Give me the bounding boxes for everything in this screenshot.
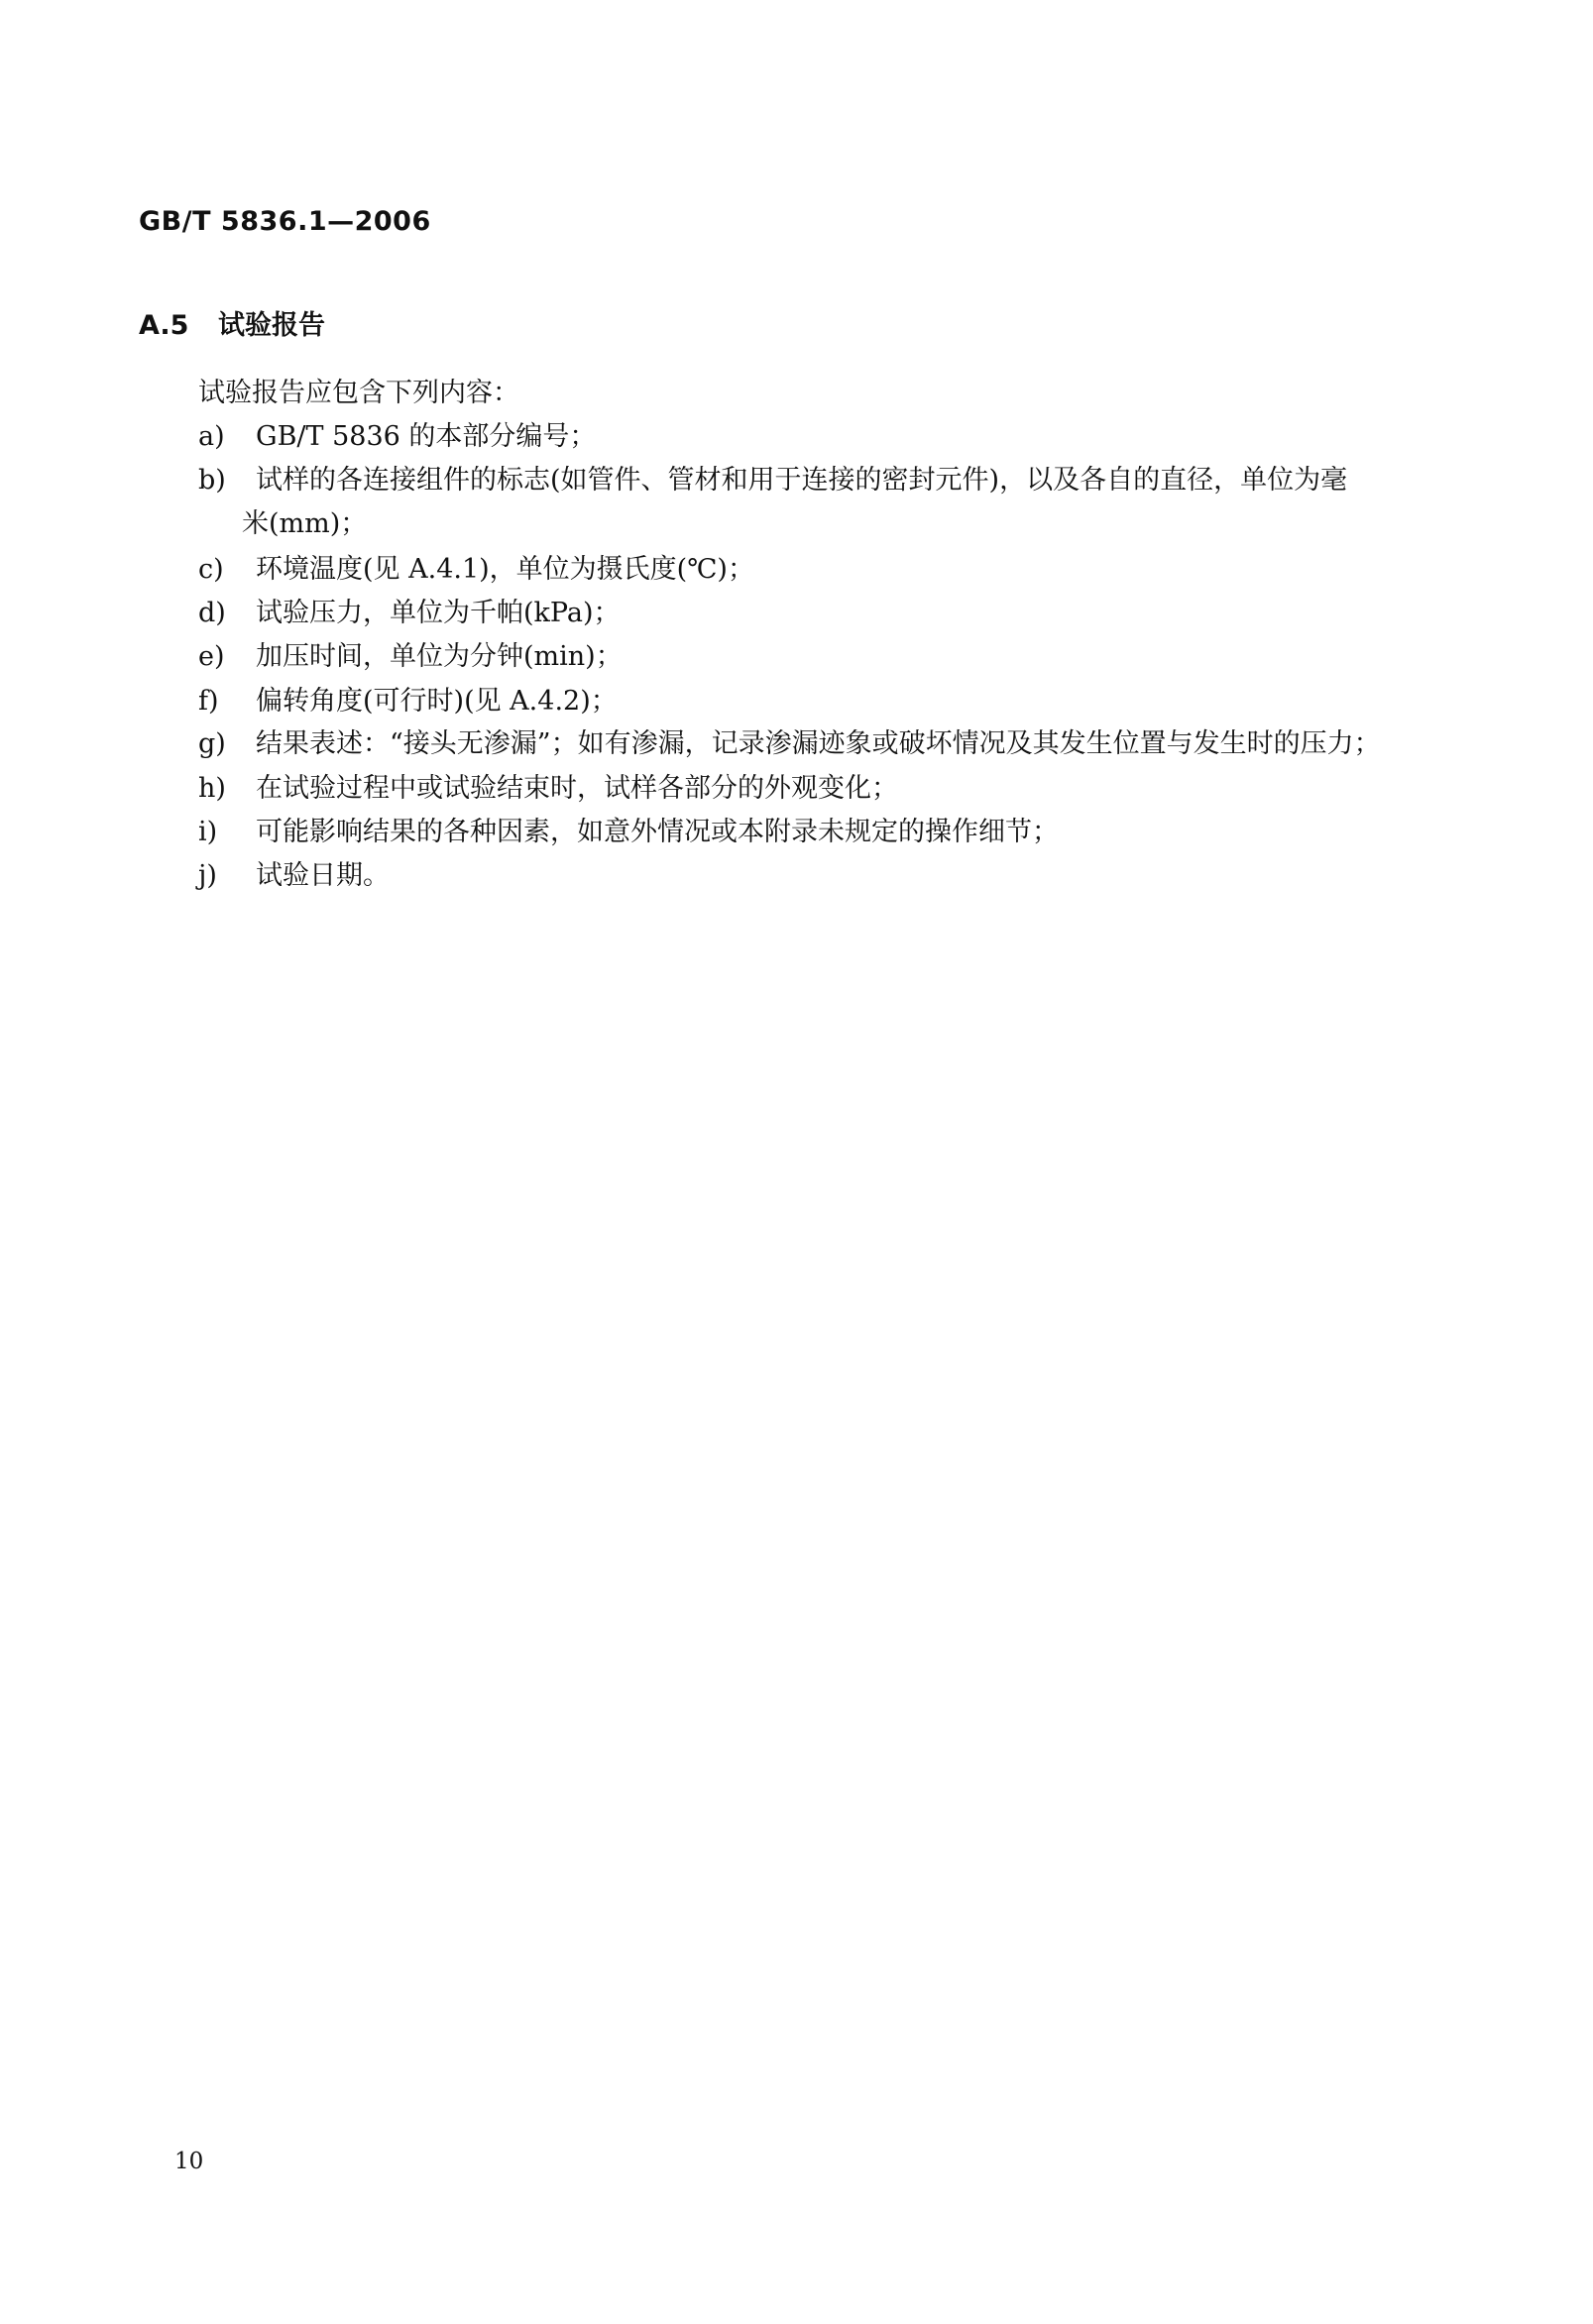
list-marker: e): [198, 641, 225, 672]
list-item-c: [198, 547, 754, 586]
list-marker: i): [198, 817, 218, 847]
list-item-i: [198, 810, 1059, 848]
list-marker: j): [198, 860, 217, 891]
list-text: 试验日期。: [256, 860, 390, 891]
list-item-j: [198, 853, 390, 892]
list-item-b: [198, 458, 1347, 497]
list-text: 环境温度(见 A.4.1)，单位为摄氏度(℃)；: [256, 554, 754, 585]
intro-paragraph: 试验报告应包含下列内容：: [198, 378, 519, 408]
section-number: A.5: [139, 310, 189, 341]
list-text: 可能影响结果的各种因素，如意外情况或本附录未规定的操作细节；: [256, 817, 1059, 847]
list-item-e: [198, 634, 623, 673]
list-text: 在试验过程中或试验结束时，试样各部分的外观变化；: [256, 773, 898, 804]
list-marker: g): [198, 728, 226, 759]
section-title: 试验报告: [218, 310, 325, 341]
list-marker: a): [198, 421, 225, 452]
list-marker: c): [198, 554, 224, 585]
list-marker: d): [198, 598, 226, 628]
list-item-b-continuation: 米(mm)；: [242, 508, 368, 539]
document-id: GB/T 5836.1—2006: [139, 206, 431, 237]
list-text: 试样的各连接组件的标志(如管件、管材和用于连接的密封元件)，以及各自的直径，单位为毫: [256, 465, 1348, 496]
list-text: 试验压力，单位为千帕(kPa)；: [256, 598, 621, 628]
list-text: 结果表述：“接头无渗漏”；如有渗漏，记录渗漏迹象或破坏情况及其发生位置与发生时的压力；: [256, 728, 1381, 759]
list-text: 加压时间，单位为分钟(min)；: [256, 641, 623, 672]
list-text: GB/T 5836 的本部分编号；: [256, 421, 597, 452]
list-item-h: [198, 766, 898, 805]
list-item-f: [198, 679, 618, 718]
page-number: 10: [174, 2149, 204, 2174]
list-marker: b): [198, 465, 226, 496]
list-item-d: [198, 591, 620, 629]
list-marker: h): [198, 773, 226, 804]
list-marker: f): [198, 686, 219, 717]
list-item-a: [198, 414, 596, 453]
list-text: 偏转角度(可行时)(见 A.4.2)；: [256, 686, 618, 717]
list-item-g: [198, 721, 1381, 760]
section-heading: [139, 303, 325, 342]
